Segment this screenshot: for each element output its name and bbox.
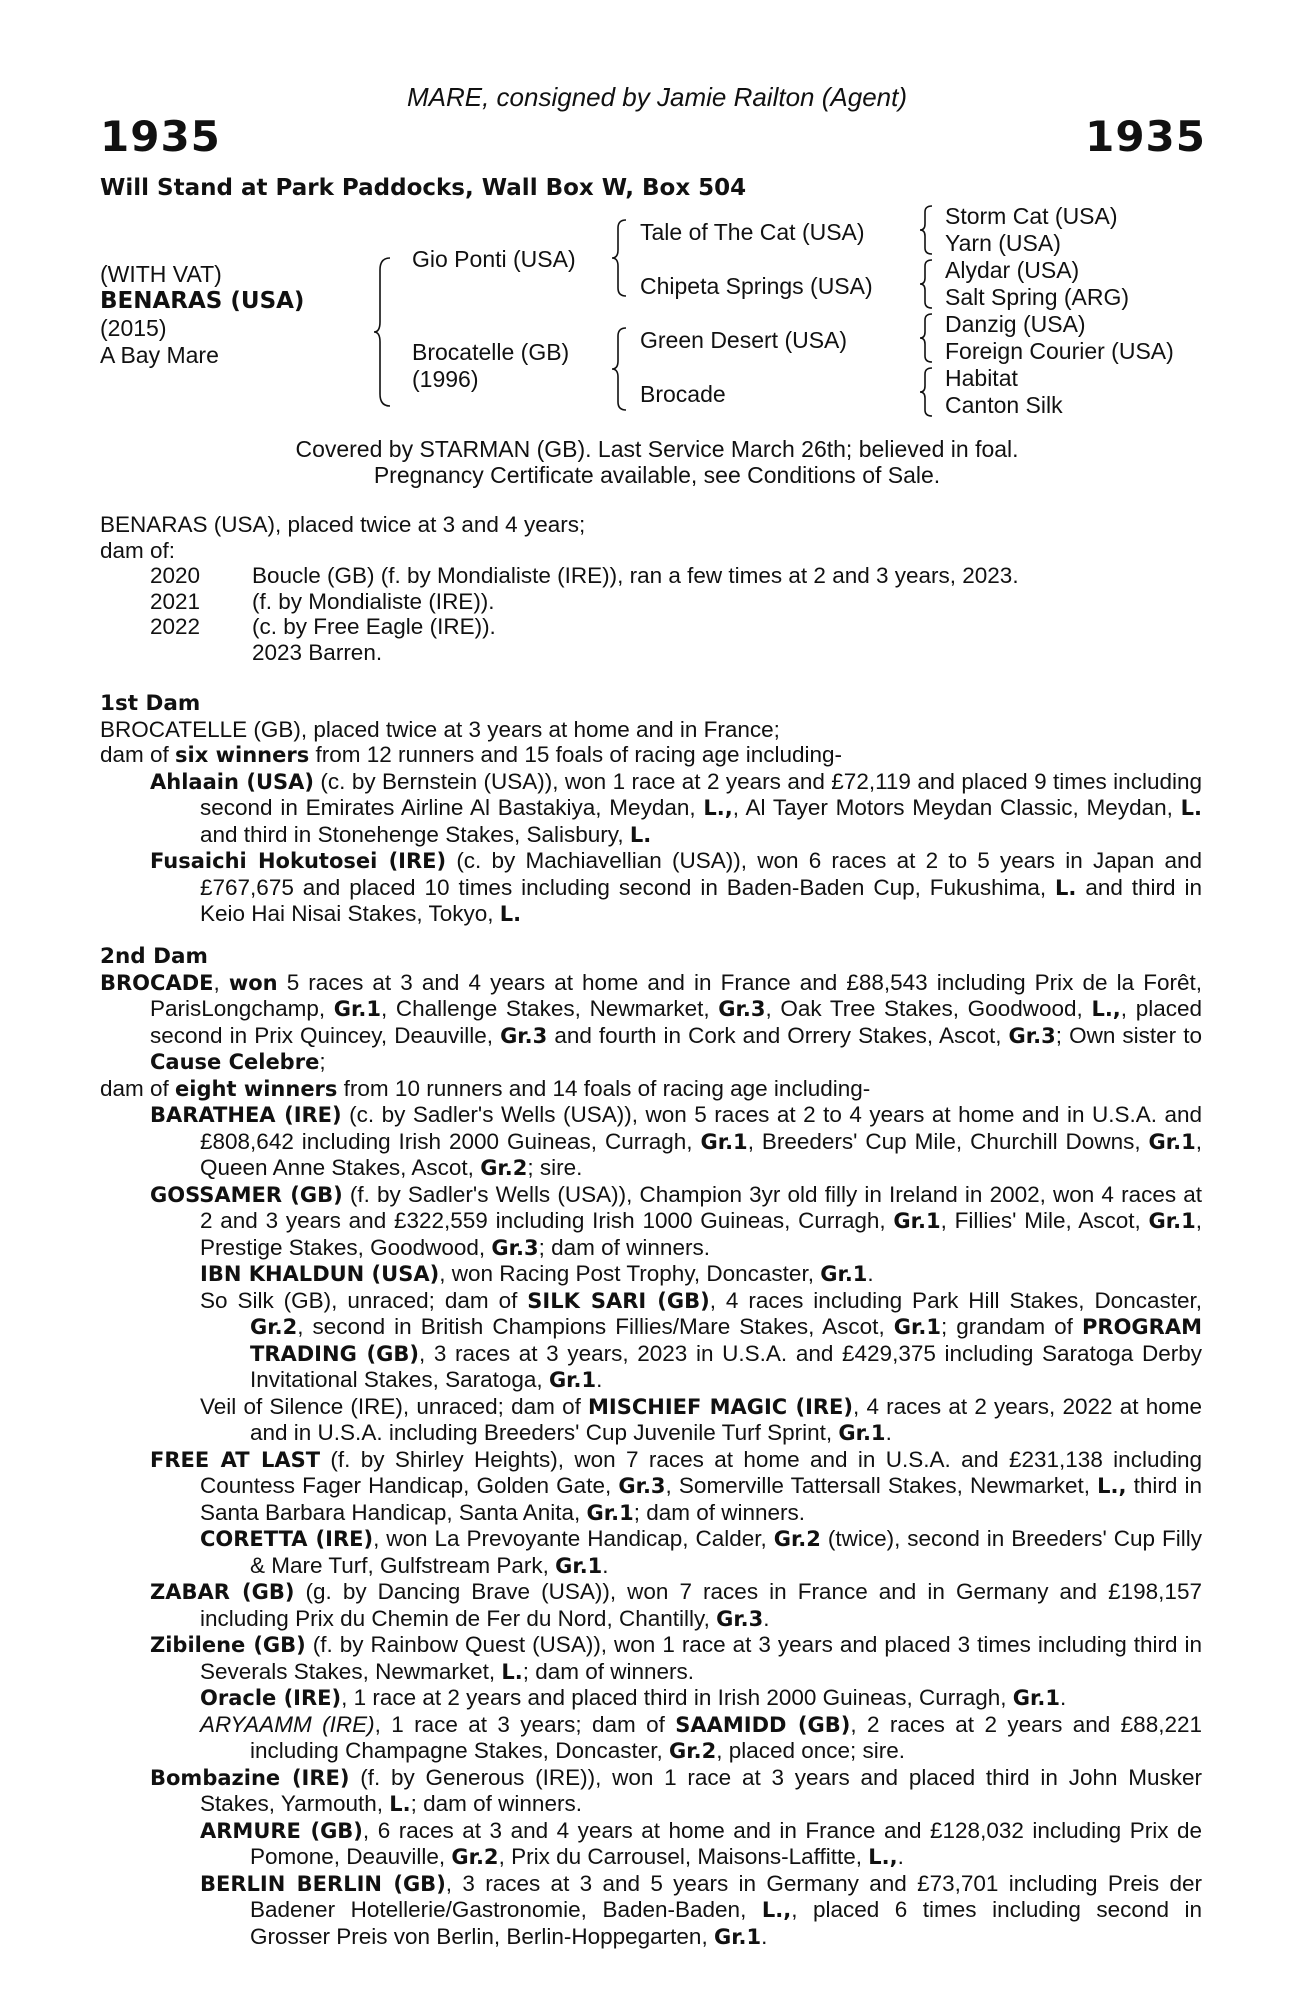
foal-row: 2022 (c. by Free Eagle (IRE)). — [150, 614, 496, 639]
pedigree-bracket — [920, 206, 934, 254]
dam-sire: Green Desert (USA) — [640, 327, 848, 353]
grand-progeny-entry: So Silk (GB), unraced; dam of SILK SARI (GB), 4 races including Park Hill Stakes, Doncaster, Gr.2, second in British Champions Fillies/Mare Stakes, Ascot, Gr.1; grandam of PROGRAM TRADING (GB), 3 races at 3 years, 2023 in U.S.A. and £429,375 including Saratoga Derby Invitational Stakes, Saratoga, Gr.1. — [200, 1287, 1202, 1392]
first-dam-heading: 1st Dam — [100, 691, 201, 716]
foal-row: 2020 Boucle (GB) (f. by Mondialiste (IRE)), ran a few times at 2 and 3 years, 2023. — [150, 563, 1019, 588]
first-dam-section — [100, 691, 1202, 928]
foals-table — [150, 563, 1019, 665]
sire-dam: Chipeta Springs (USA) — [640, 273, 873, 299]
progeny-entry: Bombazine (IRE) (f. by Generous (IRE)), won 1 race at 3 years and placed third in John Musker Stakes, Yarmouth, L.; dam of winners. — [150, 1764, 1203, 1816]
consignor-line: MARE, consigned by Jamie Railton (Agent) — [406, 82, 907, 112]
covered-note: Covered by STARMAN (GB). Last Service March 26th; believed in foal. — [295, 436, 1019, 462]
ancestor-gen3: Yarn (USA) — [945, 230, 1061, 256]
grand-progeny-entry: BERLIN BERLIN (GB), 3 races at 3 and 5 years in Germany and £73,701 including Preis der Badener Hotellerie/Gastronomie, Baden-Baden, L.,, placed 6 times including second in Grosser Preis von Berlin, Berlin-Hoppegarten, Gr.1. — [200, 1870, 1202, 1949]
ancestor-gen3: Alydar (USA) — [945, 257, 1080, 283]
first-dam-line: BROCATELLE (GB), placed twice at 3 years at home and in France; — [100, 716, 780, 742]
grand-progeny-entry: Veil of Silence (IRE), unraced; dam of MISCHIEF MAGIC (IRE), 4 races at 2 years, 2022 at home and in U.S.A. including Breeders' Cup Juvenile Turf Sprint, Gr.1. — [200, 1393, 1202, 1445]
sire: Gio Ponti (USA) — [412, 246, 576, 272]
progeny-entry: FREE AT LAST (f. by Shirley Heights), won 7 races at home and in U.S.A. and £231,138 including Countess Fager Handicap, Golden Gate, Gr.3, Somerville Tattersall Stakes, Newmarket, L., third in Santa Barbara Handicap, Santa Anita, Gr.1; dam of winners. — [150, 1446, 1202, 1525]
produce-intro: BENARAS (USA), placed twice at 3 and 4 years; — [100, 512, 586, 537]
pedigree-bracket — [920, 368, 934, 416]
ancestor-gen3: Danzig (USA) — [945, 311, 1086, 337]
pedigree-bracket — [612, 328, 628, 410]
pedigree-bracket — [920, 260, 934, 308]
first-dam-dam-of: dam of six winners from 12 runners and 15 foals of racing age including- — [100, 742, 843, 767]
foal-row: 2023 Barren. — [252, 639, 383, 665]
grand-progeny-entry: IBN KHALDUN (USA), won Racing Post Trophy, Doncaster, Gr.1. — [200, 1261, 874, 1286]
pedigree-bracket — [612, 220, 628, 296]
grand-progeny-entry: ARYAAMM (IRE), 1 race at 3 years; dam of SAAMIDD (GB), 2 races at 2 years and £88,221 including Champagne Stakes, Doncaster, Gr.2, placed once; sire. — [200, 1711, 1202, 1763]
grand-progeny-entry: CORETTA (IRE), won La Prevoyante Handicap, Calder, Gr.2 (twice), second in Breeders' Cup Filly & Mare Turf, Gulfstream Park, Gr.1. — [200, 1526, 1202, 1578]
second-dam-heading: 2nd Dam — [100, 944, 208, 969]
dam: Brocatelle (GB) — [412, 339, 570, 365]
second-dam-section — [100, 944, 1202, 1950]
produce-record — [100, 512, 1202, 665]
progeny-entry: Ahlaain (USA) (c. by Bernstein (USA)), won 1 race at 2 years and £72,119 and placed 9 times including second in Emirates Airline Al Bastakiya, Meydan, L.,, Al Tayer Motors Meydan Classic, Meydan, L. and third in Stonehenge Stakes, Salisbury, L. — [150, 768, 1202, 847]
lot-number-left: 1935 — [100, 112, 221, 161]
progeny-entry: ZABAR (GB) (g. by Dancing Brave (USA)), won 7 races in France and in Germany and £198,157 including Prix du Chemin de Fer du Nord, Chantilly, Gr.3. — [150, 1579, 1202, 1631]
grand-progeny-entry: Oracle (IRE), 1 race at 2 years and placed third in Irish 2000 Guineas, Curragh, Gr.1. — [200, 1685, 1067, 1710]
progeny-entry: GOSSAMER (GB) (f. by Sadler's Wells (USA)), Champion 3yr old filly in Ireland in 2002, won 4 races at 2 and 3 years and £322,559 including Irish 1000 Guineas, Curragh, Gr.1, Fillies' Mile, Ascot, Gr.1, Prestige Stakes, Goodwood, Gr.3; dam of winners. — [150, 1181, 1203, 1260]
ancestor-gen3: Canton Silk — [945, 392, 1063, 418]
pedigree-bracket — [920, 314, 934, 362]
second-dam-dam-of: dam of eight winners from 10 runners and 14 foals of racing age including- — [100, 1075, 871, 1101]
sire-sire: Tale of The Cat (USA) — [640, 219, 865, 245]
second-dam-record: BROCADE, won 5 races at 3 and 4 years at home and in France and £88,543 including Prix de la Forêt, ParisLongchamp, Gr.1, Challenge Stakes, Newmarket, Gr.3, Oak Tree Stakes, Goodwood, L.,, placed second in Prix Quincey, Deauville, Gr.3 and fourth in Cork and Orrery Stakes, Ascot, Gr.3; Own sister to Cause Celebre; — [100, 969, 1202, 1074]
produce-dam-of: dam of: — [100, 537, 176, 563]
dam-year: (1996) — [412, 366, 479, 392]
horse-year: (2015) — [100, 315, 167, 341]
stabling-location: Will Stand at Park Paddocks, Wall Box W, Box 504 — [100, 175, 747, 201]
vat-note: (WITH VAT) — [100, 261, 222, 287]
lot-number-right: 1935 — [1085, 112, 1206, 161]
ancestor-gen3: Foreign Courier (USA) — [945, 338, 1174, 364]
grand-progeny-entry: ARMURE (GB), 6 races at 3 and 4 years at home and in France and £128,032 including Prix de Pomone, Deauville, Gr.2, Prix du Carrousel, Maisons-Laffitte, L.,. — [200, 1817, 1203, 1869]
pregnancy-note: Pregnancy Certificate available, see Conditions of Sale. — [373, 462, 941, 488]
ancestor-gen3: Storm Cat (USA) — [945, 203, 1118, 229]
ancestor-gen3: Salt Spring (ARG) — [945, 284, 1130, 310]
progeny-entry: Fusaichi Hokutosei (IRE) (c. by Machiavellian (USA)), won 6 races at 2 to 5 years in Japan and £767,675 and placed 10 times including second in Baden-Baden Cup, Fukushima, L. and third in Keio Hai Nisai Stakes, Tokyo, L. — [150, 848, 1203, 926]
foal-row: 2021 (f. by Mondialiste (IRE)). — [150, 588, 495, 614]
progeny-entry: BARATHEA (IRE) (c. by Sadler's Wells (USA)), won 5 races at 2 to 4 years at home and in U.S.A. and £808,642 including Irish 2000 Guineas, Curragh, Gr.1, Breeders' Cup Mile, Churchill Downs, Gr.1, Queen Anne Stakes, Ascot, Gr.2; sire. — [150, 1102, 1202, 1180]
horse-description: A Bay Mare — [100, 342, 219, 368]
pedigree-bracket — [374, 258, 392, 406]
dam-dam: Brocade — [640, 381, 726, 407]
horse-name: BENARAS (USA) — [100, 288, 305, 314]
progeny-entry: Zibilene (GB) (f. by Rainbow Quest (USA)), won 1 race at 3 years and placed 3 times including third in Severals Stakes, Newmarket, L.; dam of winners. — [150, 1632, 1202, 1684]
ancestor-gen3: Habitat — [945, 365, 1018, 391]
